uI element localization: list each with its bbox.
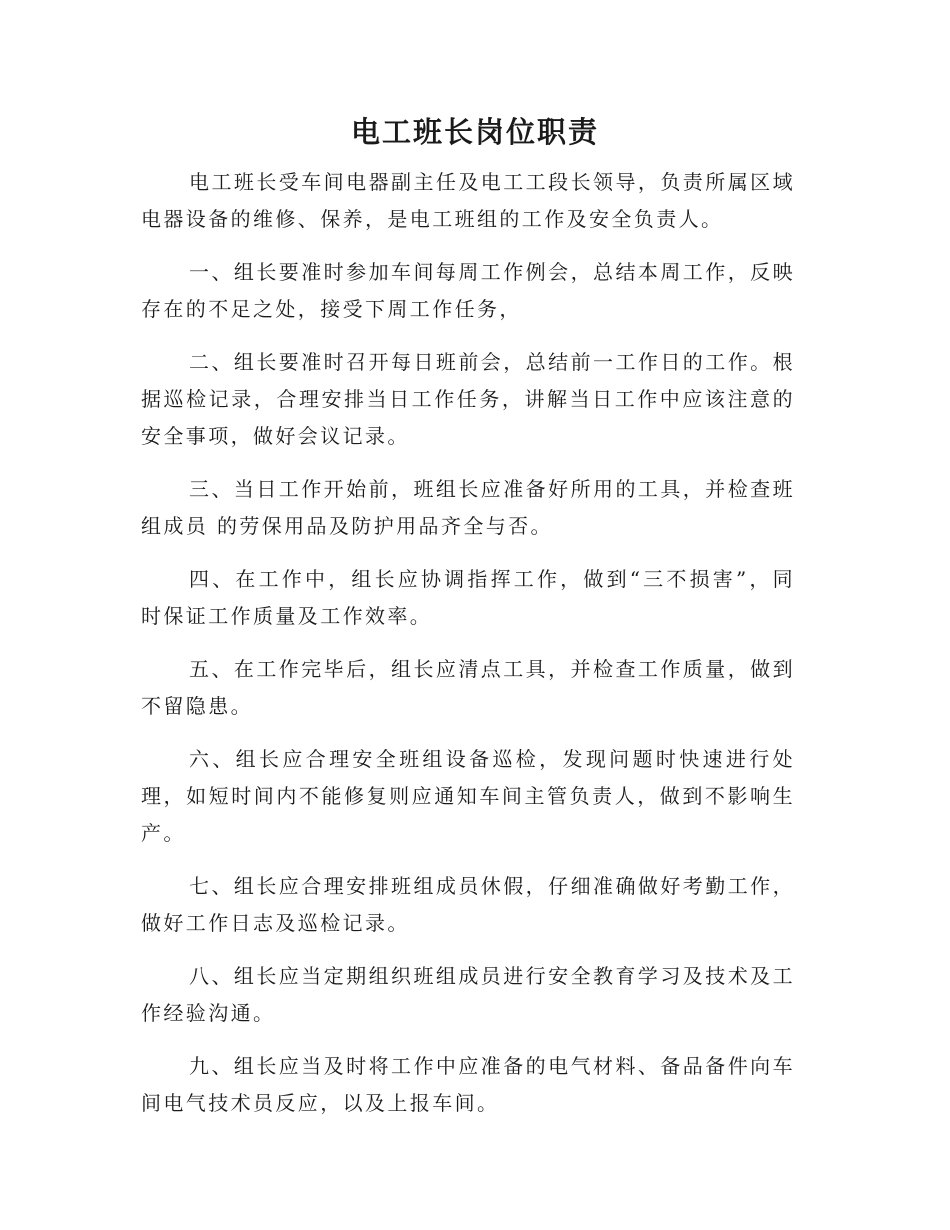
paragraph-item-7: 七、组长应合理安排班组成员休假，仔细准确做好考勤工作，做好工作日志及巡检记录。 [141,874,795,935]
paragraph-item-5: 五、在工作完毕后，组长应清点工具，并检查工作质量，做到不留隐患。 [141,657,795,718]
paragraph-item-9: 九、组长应当及时将工作中应准备的电气材料、备品备件向车间电气技术员反应，以及上报车间。 [141,1054,795,1115]
paragraph-item-1: 一、组长要准时参加车间每周工作例会，总结本周工作，反映存在的不足之处，接受下周工作任务， [141,260,795,321]
paragraph-item-2: 二、组长要准时召开每日班前会，总结前一工作日的工作。根据巡检记录，合理安排当日工作任务，讲解当日工作中应该注意的安全事项，做好会议记录。 [141,350,795,448]
paragraph-intro: 电工班长受车间电器副主任及电工工段长领导，负责所属区域电器设备的维修、保养，是电工班组的工作及安全负责人。 [141,170,795,231]
document-body [141,164,795,1138]
paragraph-item-6: 六、组长应合理安全班组设备巡检，发现问题时快速进行处理，如短时间内不能修复则应通知车间主管负责人，做到不影响生产。 [141,747,795,845]
paragraph-item-8: 八、组长应当定期组织班组成员进行安全教育学习及技术及工作经验沟通。 [141,964,795,1025]
paragraph-item-4: 四、在工作中，组长应协调指挥工作，做到“三不损害”，同时保证工作质量及工作效率。 [141,567,795,628]
paragraph-item-3: 三、当日工作开始前，班组长应准备好所用的工具，并检查班组成员 的劳保用品及防护用品齐全与否。 [141,477,795,538]
document-title: 电工班长岗位职责 [350,115,599,149]
